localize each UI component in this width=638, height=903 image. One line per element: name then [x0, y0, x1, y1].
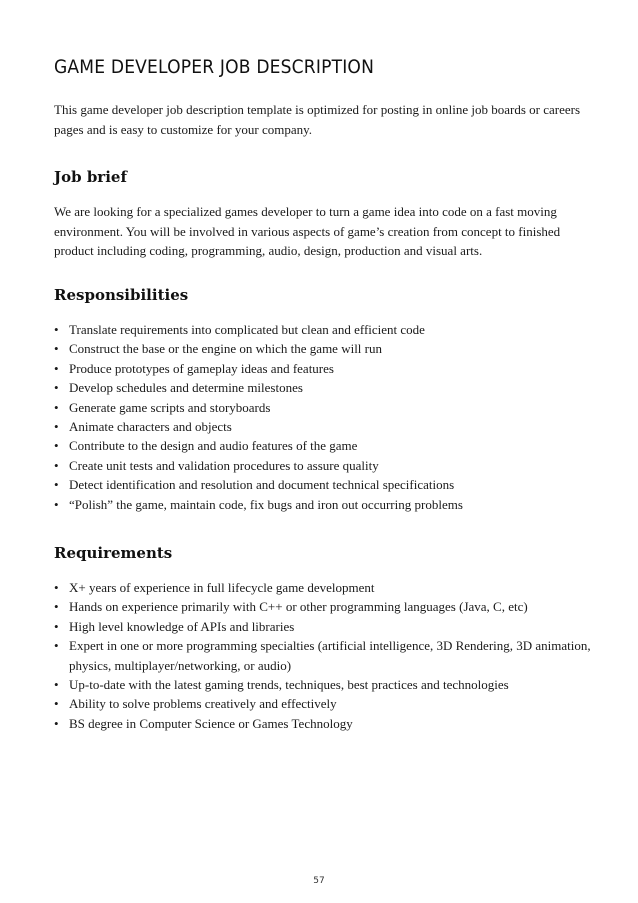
bullet-icon: •: [54, 360, 59, 376]
list-item: [54, 636, 594, 675]
list-item-text: Construct the base or the engine on which the game will run: [69, 341, 383, 357]
list-item: [54, 714, 594, 733]
bullet-icon: •: [54, 638, 59, 654]
page-number: 57: [313, 876, 325, 886]
list-item: [54, 359, 594, 378]
list-item-text: Create unit tests and validation procedures to assure quality: [69, 457, 379, 473]
bullet-icon: •: [54, 715, 59, 731]
list-item: [54, 417, 594, 436]
bullet-icon: •: [54, 322, 59, 337]
list-item-text: Produce prototypes of gameplay ideas and features: [69, 360, 334, 376]
list-item: [54, 339, 594, 358]
list-item: [54, 398, 594, 417]
list-item-text: Generate game scripts and storyboards: [69, 399, 271, 415]
list-item: [54, 578, 594, 597]
list-item: [54, 694, 594, 713]
bullet-icon: •: [54, 419, 59, 435]
bullet-icon: •: [54, 477, 59, 493]
responsibilities-heading: Responsibilities: [54, 286, 189, 304]
job-brief-paragraph: We are looking for a specialized games developer to turn a game idea into code on a fast moving environment. You will be involved in various aspects of game’s creation from concept to finished product including coding, programming, audio, design, production and visual arts.: [54, 204, 561, 258]
list-item: [54, 456, 594, 475]
bullet-icon: •: [54, 496, 59, 512]
bullet-icon: •: [54, 580, 59, 595]
list-item: [54, 475, 594, 494]
list-item-text: X+ years of experience in full lifecycle game development: [69, 580, 375, 595]
list-item-text: Expert in one or more programming specialties (artificial intelligence, 3D Rendering, 3D animation, physics, multiplayer/networking, or audio): [69, 638, 591, 673]
bullet-icon: •: [54, 696, 59, 712]
list-item: [54, 378, 594, 397]
responsibilities-list: [54, 320, 594, 514]
requirements-heading: Requirements: [54, 544, 173, 562]
list-item-text: Ability to solve problems creatively and effectively: [69, 696, 337, 712]
bullet-icon: •: [54, 399, 59, 415]
job-brief-heading: Job brief: [54, 168, 127, 186]
list-item-text: Translate requirements into complicated but clean and efficient code: [69, 322, 425, 337]
bullet-icon: •: [54, 438, 59, 454]
bullet-icon: •: [54, 341, 59, 357]
bullet-icon: •: [54, 677, 59, 693]
bullet-icon: •: [54, 618, 59, 634]
list-item-text: High level knowledge of APIs and libraries: [69, 618, 295, 634]
list-item: [54, 675, 594, 694]
list-item-text: Up-to-date with the latest gaming trends, techniques, best practices and technologies: [69, 677, 509, 693]
requirements-list: [54, 578, 594, 733]
list-item: [54, 495, 594, 514]
intro-paragraph: This game developer job description template is optimized for posting in online job boards or careers pages and is easy to customize for your company.: [54, 102, 580, 137]
bullet-icon: •: [54, 599, 59, 615]
list-item-text: BS degree in Computer Science or Games Technology: [69, 715, 353, 731]
list-item-text: “Polish” the game, maintain code, fix bugs and iron out occurring problems: [69, 496, 463, 512]
list-item-text: Contribute to the design and audio features of the game: [69, 438, 358, 454]
list-item: [54, 597, 594, 616]
bullet-icon: •: [54, 457, 59, 473]
list-item: [54, 436, 594, 455]
list-item-text: Develop schedules and determine milestones: [69, 380, 303, 396]
list-item: [54, 320, 594, 339]
list-item-text: Hands on experience primarily with C++ or other programming languages (Java, C, etc): [69, 599, 528, 615]
list-item-text: Animate characters and objects: [69, 419, 232, 435]
document-title: GAME DEVELOPER JOB DESCRIPTION: [54, 56, 375, 78]
list-item-text: Detect identification and resolution and document technical specifications: [69, 477, 455, 493]
list-item: [54, 617, 594, 636]
bullet-icon: •: [54, 380, 59, 396]
